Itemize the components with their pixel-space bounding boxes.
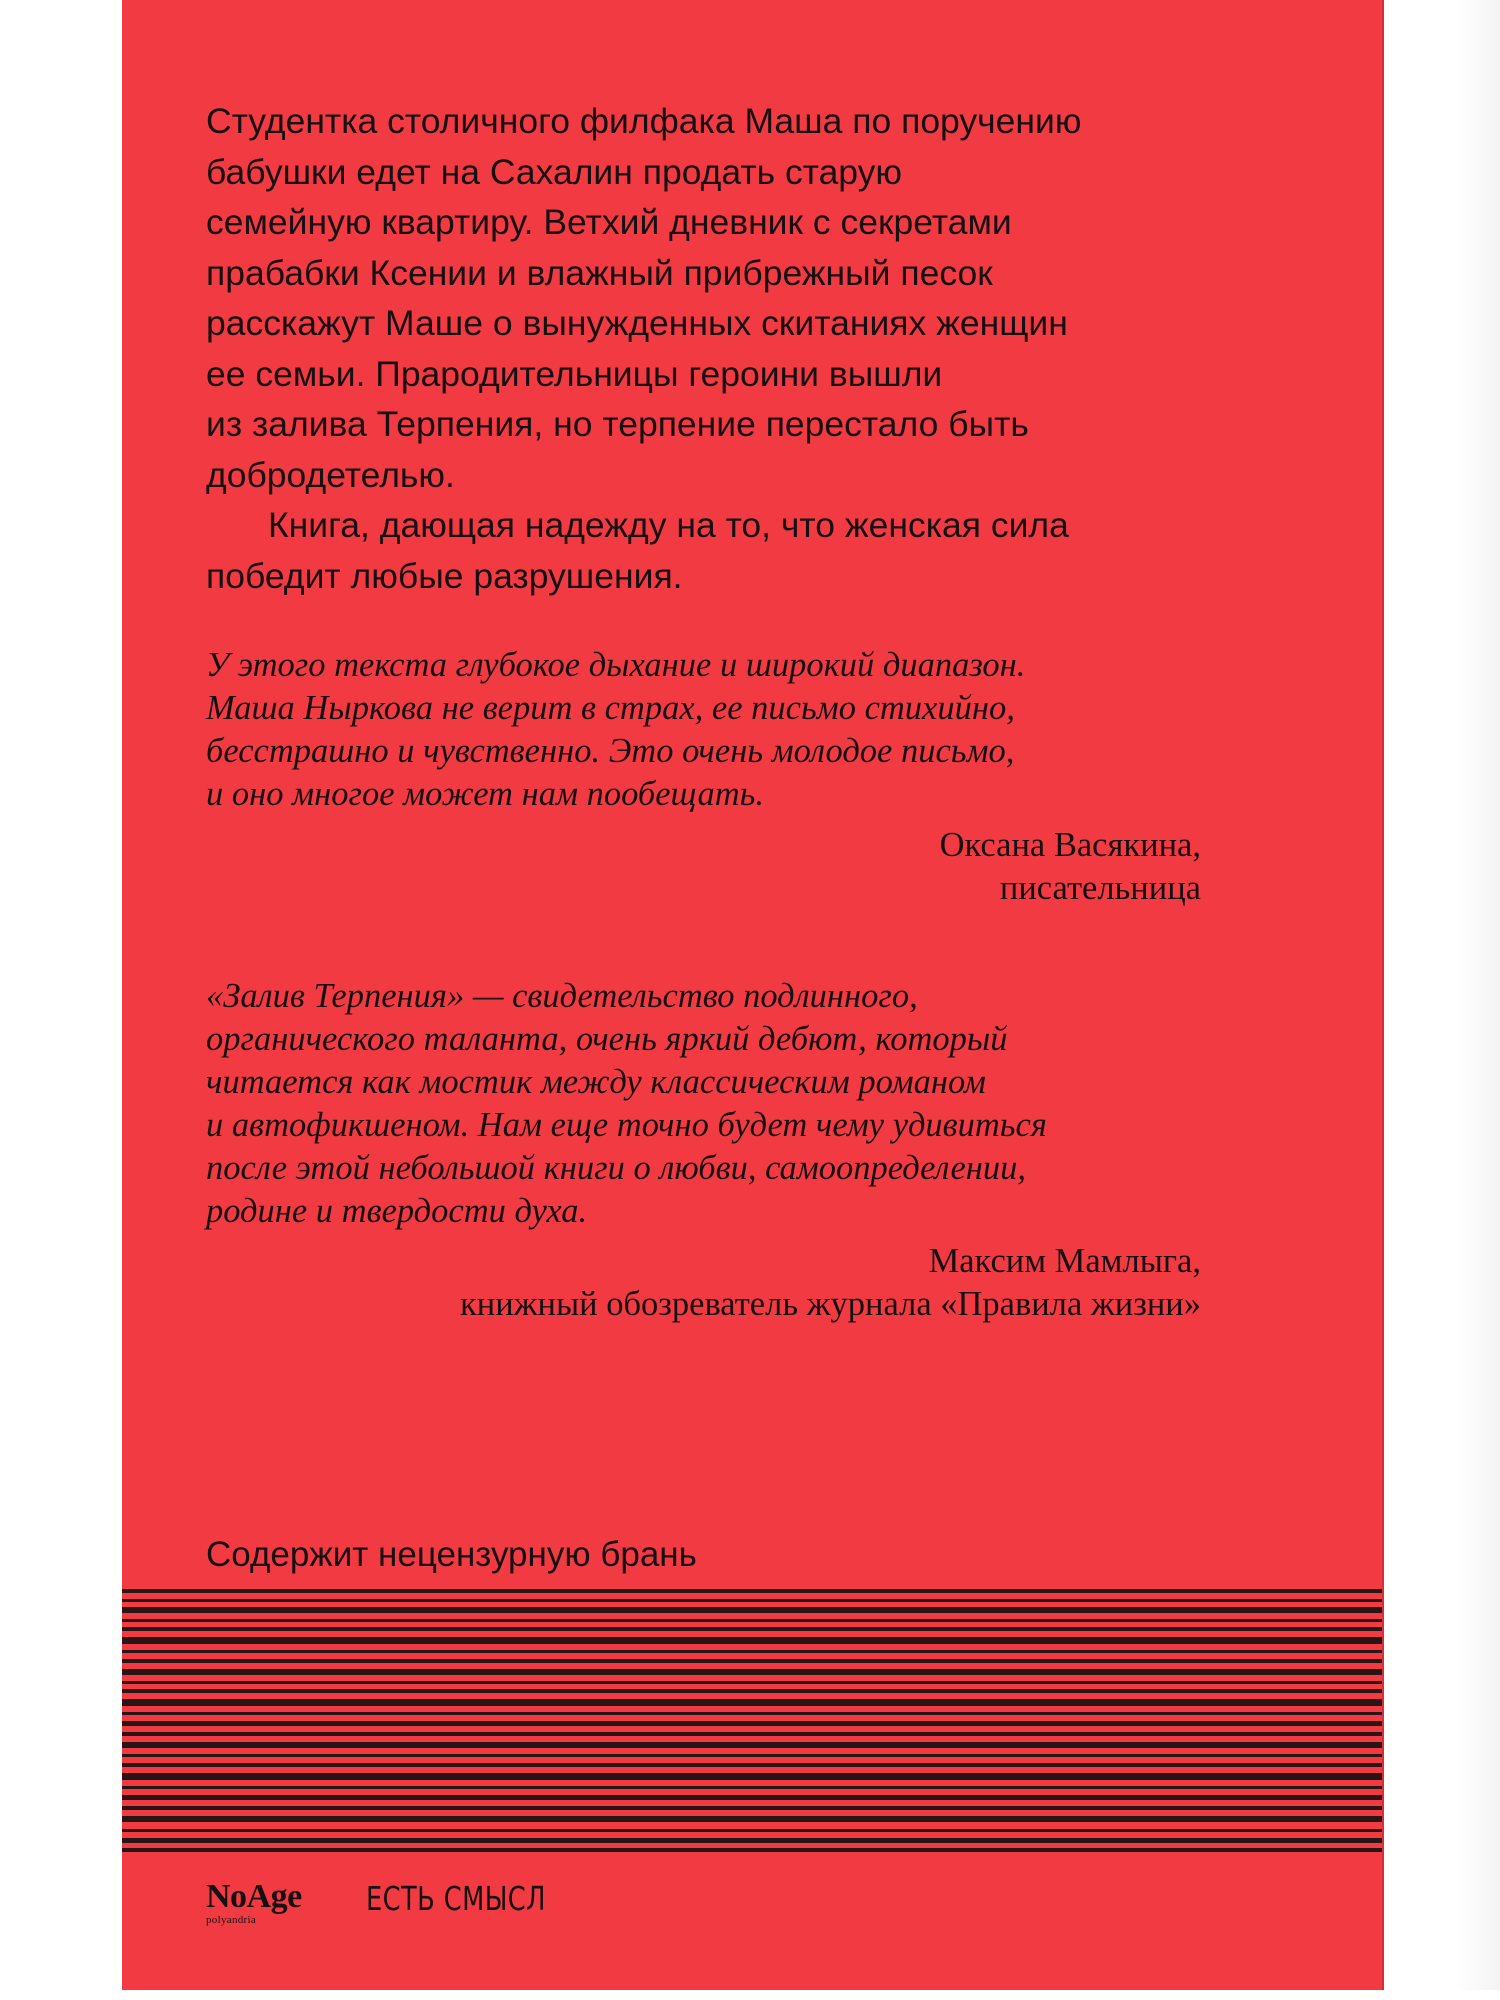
stripe-line [122, 1637, 1382, 1644]
noage-logo-text: NoAge [206, 1878, 302, 1915]
text-line: Книга, дающая надежду на то, что женская сила [268, 505, 1069, 545]
noage-logo [206, 1880, 302, 1926]
polyandria-logo-text: polyandria [206, 1914, 257, 1926]
quote-line: родине и твердости духа. [206, 1192, 588, 1230]
stripe-line [122, 1712, 1382, 1715]
cover-edge-shadow [1456, 0, 1500, 1990]
stripe-line [122, 1742, 1382, 1748]
stripe-line [122, 1786, 1382, 1789]
text-line: семейную квартиру. Ветхий дневник с секретами [206, 202, 1012, 242]
quote-line: Маша Ныркова не верит в страх, ее письмо стихийно, [206, 689, 1015, 727]
stripe-line [122, 1607, 1382, 1613]
decorative-stripes [122, 1589, 1382, 1855]
stripe-line [122, 1838, 1382, 1843]
stripe-line [122, 1589, 1382, 1593]
review-quote-1 [206, 644, 1206, 816]
text-line: бабушки едет на Сахалин продать старую [206, 151, 903, 192]
text-line: прабабки Ксении и влажный прибрежный песок [206, 252, 993, 293]
text-line: расскажут Маше о вынужденных скитаниях женщин [206, 303, 1068, 343]
stripe-line [122, 1816, 1382, 1822]
quote-line: и автофикшеном. Нам еще точно будет чему удивиться [206, 1106, 1047, 1144]
description-paragraph-1 [206, 96, 1206, 500]
stripe-line [122, 1599, 1382, 1602]
text-line: ее семьи. Прародительницы героини вышли [206, 353, 943, 394]
description-paragraph-2 [206, 500, 1206, 601]
stripe-line [122, 1732, 1382, 1736]
stripe-line [122, 1699, 1382, 1706]
text-line: Студентка столичного филфака Маша по поручению [206, 101, 1082, 141]
content-warning: Содержит нецензурную брань [206, 1535, 697, 1574]
review-quote-2 [206, 975, 1206, 1233]
stripe-line [122, 1721, 1382, 1726]
stripe-line [122, 1659, 1382, 1663]
quote-line: и оно многое может нам пообещать. [206, 775, 764, 813]
quote-line: У этого текста глубокое дыхание и широкий диапазон. [206, 646, 1026, 684]
text-line: из залива Терпения, но терпение перестало быть [206, 404, 1029, 444]
est-smysl-logo: ЕСТЬ СМЫСЛ [366, 1879, 546, 1918]
stripe-line [122, 1681, 1382, 1684]
stripe-line [122, 1806, 1382, 1810]
quote-line: после этой небольшой книги о любви, самоопределении, [206, 1149, 1026, 1187]
quote-line: читается как мостик между классическим романом [206, 1063, 986, 1101]
stripe-line [122, 1669, 1382, 1675]
stripe-line [122, 1650, 1382, 1653]
stripe-line [122, 1795, 1382, 1800]
text-line: победит любые разрушения. [206, 555, 683, 596]
stripe-line [122, 1689, 1382, 1693]
stripe-line [122, 1848, 1382, 1852]
review-attribution-1 [206, 824, 1201, 910]
stripe-line [122, 1829, 1382, 1832]
stripe-line [122, 1763, 1382, 1767]
stripe-line [122, 1627, 1382, 1631]
book-description [206, 96, 1206, 601]
review-attribution-2 [206, 1240, 1201, 1326]
text-line: добродетелью. [206, 454, 455, 495]
quote-line: органического таланта, очень яркий дебют, который [206, 1020, 1008, 1058]
stripe-line [122, 1754, 1382, 1757]
review-author-role: книжный обозреватель журнала «Правила жизни» [459, 1285, 1201, 1323]
quote-line: «Залив Терпения» — свидетельство подлинного, [206, 977, 918, 1015]
stripe-line [122, 1773, 1382, 1780]
review-author: Оксана Васякина, [939, 826, 1201, 864]
stripe-line [122, 1619, 1382, 1622]
review-author-role: писательница [999, 869, 1201, 907]
review-author: Максим Мамлыга, [928, 1242, 1201, 1280]
quote-line: бесстрашно и чувственно. Это очень молодое письмо, [206, 732, 1015, 770]
